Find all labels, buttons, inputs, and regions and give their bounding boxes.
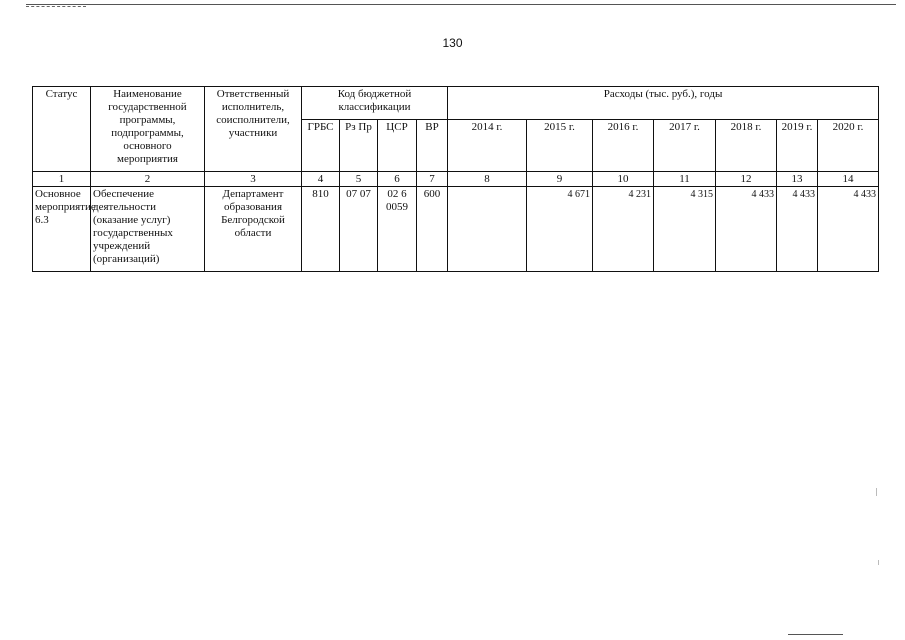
- column-number: 12: [716, 172, 777, 187]
- column-number: 4: [302, 172, 340, 187]
- row-value-2014: [448, 187, 527, 272]
- header-year-2020: 2020 г.: [818, 120, 879, 172]
- column-number: 8: [448, 172, 527, 187]
- column-number: 11: [654, 172, 716, 187]
- scan-speck: [878, 560, 879, 565]
- column-number: 6: [378, 172, 417, 187]
- top-dashed-mark: [26, 6, 86, 7]
- header-budget-code: Код бюджетной классификации: [302, 87, 448, 120]
- column-number: 10: [593, 172, 654, 187]
- header-csr: ЦСР: [378, 120, 417, 172]
- row-value-2019: 4 433: [777, 187, 818, 272]
- column-number: 7: [417, 172, 448, 187]
- page-number: 130: [442, 36, 463, 50]
- header-vr: ВР: [417, 120, 448, 172]
- column-number: 3: [205, 172, 302, 187]
- column-number: 13: [777, 172, 818, 187]
- row-value-2020: 4 433: [818, 187, 879, 272]
- header-grbs: ГРБС: [302, 120, 340, 172]
- header-row-1: [33, 87, 879, 120]
- header-status: Статус: [33, 87, 91, 172]
- header-year-2014: 2014 г.: [448, 120, 527, 172]
- row-rzpr: 07 07: [340, 187, 378, 272]
- header-responsible: Ответственный исполнитель, соисполнители, участники: [205, 87, 302, 172]
- column-number: 14: [818, 172, 879, 187]
- header-year-2018: 2018 г.: [716, 120, 777, 172]
- row-csr: 02 6 0059: [378, 187, 417, 272]
- row-value-2015: 4 671: [527, 187, 593, 272]
- row-name: Обеспечение деятельности (оказание услуг) государственных учреждений (организаций): [91, 187, 205, 272]
- header-rzpr: Рз Пр: [340, 120, 378, 172]
- footer-line: [788, 634, 843, 635]
- table-row: [33, 187, 879, 272]
- top-border-line: [26, 4, 896, 5]
- row-value-2016: 4 231: [593, 187, 654, 272]
- column-number-row: [33, 172, 879, 187]
- row-responsible: Департамент образования Белгородской области: [205, 187, 302, 272]
- column-number: 2: [91, 172, 205, 187]
- row-value-2018: 4 433: [716, 187, 777, 272]
- header-expenses: Расходы (тыс. руб.), годы: [448, 87, 879, 120]
- header-year-2015: 2015 г.: [527, 120, 593, 172]
- header-name: Наименование государственной программы, подпрограммы, основного мероприятия: [91, 87, 205, 172]
- header-year-2019: 2019 г.: [777, 120, 818, 172]
- row-grbs: 810: [302, 187, 340, 272]
- row-status: Основное мероприятие 6.3: [33, 187, 91, 272]
- column-number: 1: [33, 172, 91, 187]
- column-number: 9: [527, 172, 593, 187]
- header-year-2016: 2016 г.: [593, 120, 654, 172]
- budget-table: [32, 86, 879, 272]
- header-year-2017: 2017 г.: [654, 120, 716, 172]
- row-vr: 600: [417, 187, 448, 272]
- row-value-2017: 4 315: [654, 187, 716, 272]
- column-number: 5: [340, 172, 378, 187]
- scan-speck: [876, 488, 877, 496]
